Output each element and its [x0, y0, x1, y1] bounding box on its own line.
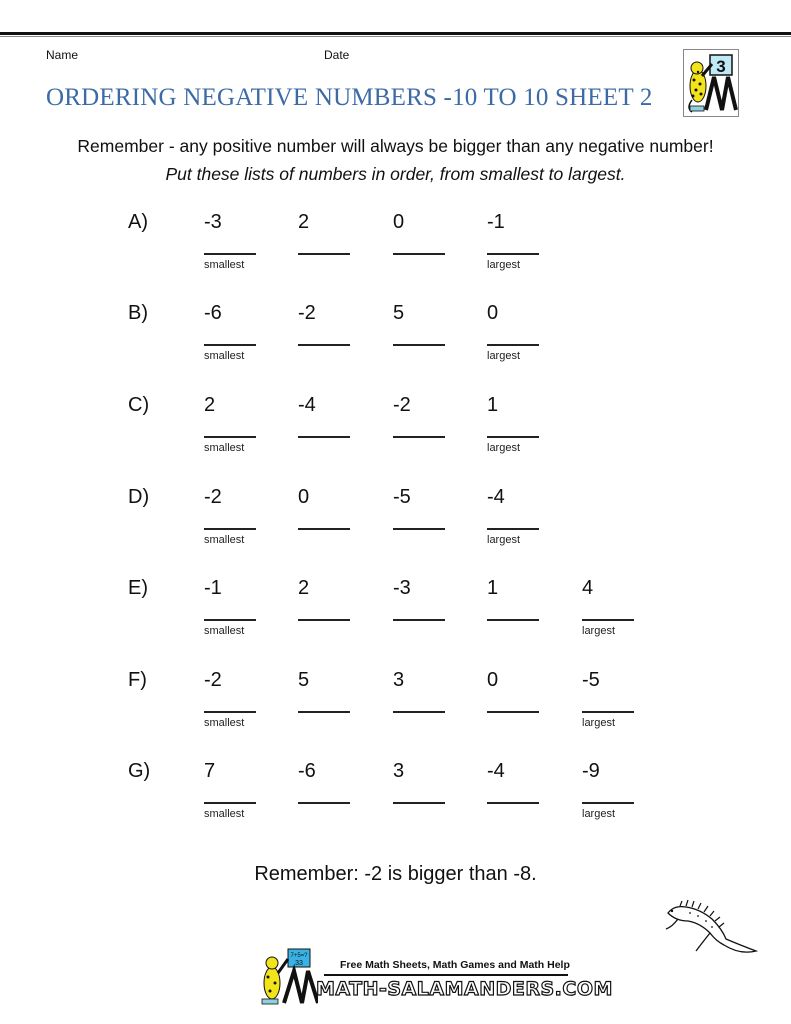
number-value: 2: [298, 577, 310, 599]
answer-blank[interactable]: [204, 436, 256, 438]
answer-blank[interactable]: [204, 711, 256, 713]
answer-blank[interactable]: [298, 436, 350, 438]
answer-blank[interactable]: [298, 619, 350, 621]
question-label: C): [128, 394, 150, 416]
answer-blank[interactable]: [393, 802, 445, 804]
question-row: [0, 486, 791, 576]
question-label: G): [128, 760, 151, 782]
answer-blank[interactable]: [487, 253, 539, 255]
question-label: B): [128, 302, 148, 324]
site-logo: [258, 947, 613, 1007]
answer-blank[interactable]: [393, 253, 445, 255]
number-value: -5: [582, 669, 600, 691]
answer-blank[interactable]: [487, 711, 539, 713]
answer-blank[interactable]: [393, 711, 445, 713]
answer-blank[interactable]: [487, 528, 539, 530]
answer-blank[interactable]: [204, 619, 256, 621]
question-label: A): [128, 211, 148, 233]
smallest-hint: smallest: [204, 717, 245, 729]
number-value: 2: [204, 394, 216, 416]
salamander-easel-icon: [684, 50, 738, 116]
answer-blank[interactable]: [204, 528, 256, 530]
largest-hint: largest: [487, 259, 521, 271]
number-value: -4: [298, 394, 316, 416]
question-label: D): [128, 486, 150, 508]
largest-hint: largest: [582, 717, 616, 729]
footer-rule: [324, 974, 568, 976]
number-value: -4: [487, 486, 505, 508]
number-value: 5: [393, 302, 405, 324]
number-value: -1: [487, 211, 505, 233]
largest-hint: largest: [582, 625, 616, 637]
number-value: 5: [298, 669, 310, 691]
smallest-hint: smallest: [204, 350, 245, 362]
name-label: Name: [46, 48, 79, 62]
answer-blank[interactable]: [298, 344, 350, 346]
largest-hint: largest: [487, 442, 521, 454]
number-value: -2: [204, 669, 222, 691]
top-rule: [0, 32, 791, 35]
question-row: [0, 669, 791, 759]
salamander-icon: [660, 893, 760, 963]
number-value: 4: [582, 577, 594, 599]
question-row: [0, 211, 791, 301]
smallest-hint: smallest: [204, 442, 245, 454]
answer-blank[interactable]: [298, 802, 350, 804]
number-value: 3: [393, 760, 405, 782]
smallest-hint: smallest: [204, 259, 245, 271]
number-value: 7: [204, 760, 216, 782]
number-value: -3: [204, 211, 222, 233]
answer-blank[interactable]: [393, 436, 445, 438]
answer-blank[interactable]: [582, 619, 634, 621]
footer-reminder: Remember: -2 is bigger than -8.: [254, 863, 537, 885]
number-value: -2: [298, 302, 316, 324]
svg-text:33: 33: [295, 960, 303, 967]
number-value: 0: [487, 669, 499, 691]
question-row: [0, 577, 791, 667]
answer-blank[interactable]: [298, 528, 350, 530]
answer-blank[interactable]: [298, 711, 350, 713]
top-rule-secondary: [0, 36, 791, 37]
answer-blank[interactable]: [487, 802, 539, 804]
number-value: -5: [393, 486, 411, 508]
number-value: 1: [487, 394, 499, 416]
largest-hint: largest: [582, 808, 616, 820]
answer-blank[interactable]: [204, 344, 256, 346]
largest-hint: largest: [487, 534, 521, 546]
number-value: -6: [204, 302, 222, 324]
number-value: -1: [204, 577, 222, 599]
answer-blank[interactable]: [487, 344, 539, 346]
number-value: 3: [393, 669, 405, 691]
number-value: 0: [393, 211, 405, 233]
grade-logo: [683, 49, 739, 117]
grade-number: 3: [716, 57, 726, 76]
answer-blank[interactable]: [487, 619, 539, 621]
number-value: -3: [393, 577, 411, 599]
smallest-hint: smallest: [204, 534, 245, 546]
number-value: 0: [298, 486, 310, 508]
number-value: -6: [298, 760, 316, 782]
answer-blank[interactable]: [298, 253, 350, 255]
number-value: 0: [487, 302, 499, 324]
answer-blank[interactable]: [393, 344, 445, 346]
number-value: -2: [204, 486, 222, 508]
question-row: [0, 302, 791, 392]
number-value: 1: [487, 577, 499, 599]
question-label: E): [128, 577, 148, 599]
number-value: -9: [582, 760, 600, 782]
number-value: -2: [393, 394, 411, 416]
salamander-illustration: [660, 893, 760, 963]
footer-brand: MATH-SALAMANDERS.COM: [316, 978, 613, 1000]
answer-blank[interactable]: [393, 619, 445, 621]
page-title: ORDERING NEGATIVE NUMBERS -10 TO 10 SHEET 2: [46, 84, 653, 111]
answer-blank[interactable]: [487, 436, 539, 438]
answer-blank[interactable]: [582, 711, 634, 713]
answer-blank[interactable]: [204, 802, 256, 804]
answer-blank[interactable]: [393, 528, 445, 530]
instruction-reminder: Remember - any positive number will always be bigger than any negative number!: [77, 136, 714, 156]
largest-hint: largest: [487, 350, 521, 362]
instruction-task: Put these lists of numbers in order, from smallest to largest.: [165, 164, 626, 184]
number-value: 2: [298, 211, 310, 233]
question-row: [0, 760, 791, 850]
smallest-hint: smallest: [204, 808, 245, 820]
logo-badge-text: 7+5=?: [290, 953, 308, 959]
smallest-hint: smallest: [204, 625, 245, 637]
question-row: [0, 394, 791, 484]
answer-blank[interactable]: [204, 253, 256, 255]
question-label: F): [128, 669, 147, 691]
number-value: -4: [487, 760, 505, 782]
salamander-logo-icon: [258, 947, 318, 1007]
date-label: Date: [324, 48, 350, 62]
answer-blank[interactable]: [582, 802, 634, 804]
footer-tagline: Free Math Sheets, Math Games and Math Help: [340, 959, 570, 971]
